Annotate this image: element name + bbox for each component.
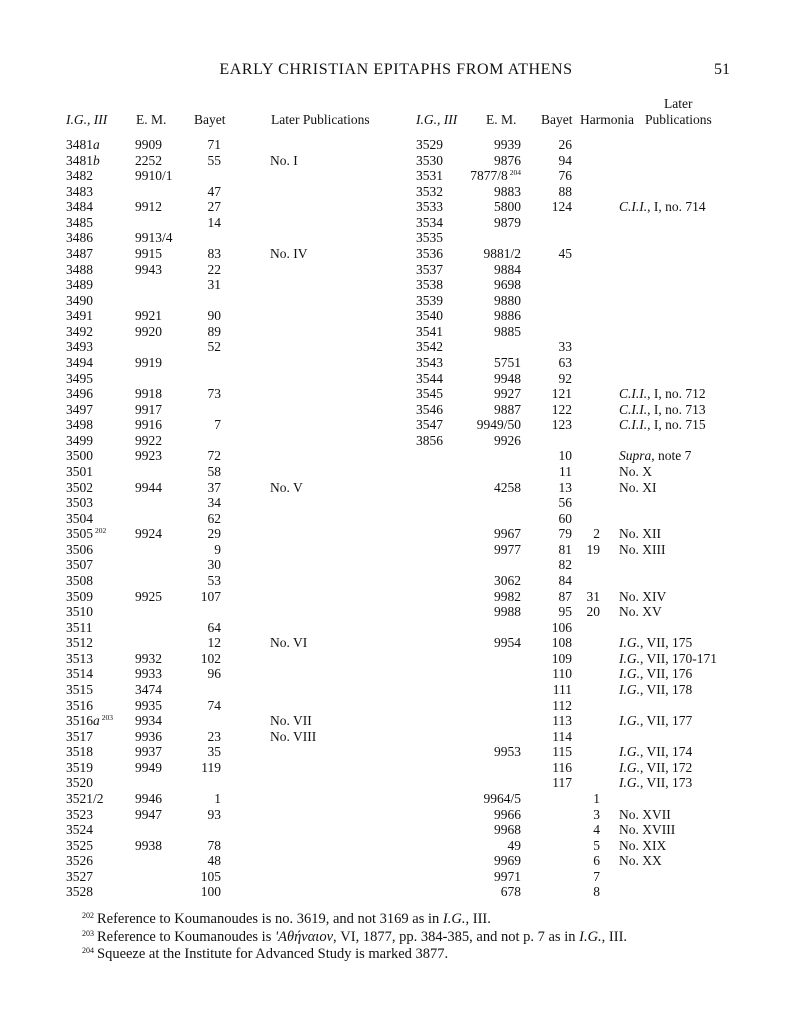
ig-cell: 3511 [66,619,93,635]
ig-cell: 3544 [416,370,443,386]
em-cell: 49 [507,837,521,853]
em-cell: 9949 [135,759,162,775]
ig-cell: 3539 [416,292,443,308]
ig-cell: 3490 [66,292,93,308]
later-publication-cell: I.G., VII, 174 [619,744,693,760]
bayet-cell: 95 [558,604,572,620]
later-publication-cell: I.G., VII, 173 [619,775,693,791]
em-cell: 9884 [494,261,521,277]
ig-cell: 3519 [66,759,93,775]
bayet-cell: 30 [207,557,221,573]
later-publication-cell: No. IV [270,245,308,261]
ig-cell: 3484 [66,199,93,215]
ig-cell: 3534 [416,214,443,230]
running-title: EARLY CHRISTIAN EPITAPHS FROM ATHENS [219,61,573,78]
harmonia-cell: 7 [593,868,600,884]
bayet-cell: 48 [207,853,221,869]
bayet-cell: 26 [558,137,572,152]
ig-cell: 3524 [66,822,93,838]
ig-cell: 3538 [416,277,443,293]
bayet-cell: 108 [551,635,572,651]
bayet-cell: 122 [551,401,572,417]
bayet-cell: 74 [207,697,221,713]
em-cell: 9946 [135,790,162,806]
em-cell: 9880 [494,292,521,308]
bayet-cell: 124 [551,199,572,215]
ig-cell: 3481a [66,137,100,152]
page-number: 51 [714,61,730,78]
em-cell: 9915 [135,245,162,261]
later-publication-cell: No. VI [270,635,308,651]
ig-cell: 3532 [416,183,443,199]
ig-cell: 3516a $^{203}$ [66,713,113,729]
harmonia-cell: 5 [593,837,600,853]
bayet-cell: 116 [552,759,572,775]
em-cell: 5800 [494,199,521,215]
em-cell: 9922 [135,432,162,448]
harmonia-cell: 4 [593,822,600,838]
ig-cell: 3518 [66,744,93,760]
ig-cell: 3514 [66,666,93,682]
bayet-cell: 90 [207,308,221,324]
later-publication-cell: No. V [270,479,303,495]
em-cell: 9969 [494,853,521,869]
bayet-cell: 112 [552,697,572,713]
later-publication-cell: No. XIX [619,837,667,853]
em-cell: 3062 [494,572,521,588]
ig-cell: 3496 [66,386,93,402]
bayet-cell: 60 [558,510,572,526]
harmonia-cell: 20 [586,604,600,620]
ig-cell: 3510 [66,604,93,620]
bayet-cell: 7 [214,417,221,433]
ig-cell: 3856 [416,432,443,448]
ig-cell: 3512 [66,635,93,651]
footnote: $^{202}$ Reference to Koumanoudes is no. 3619, and not 3169 as in I.G., III. [82,911,491,927]
em-cell: 9937 [135,744,162,760]
footnotes [82,911,762,964]
bayet-cell: 123 [551,417,572,433]
ig-cell: 3505 $^{202}$ [66,526,107,542]
later-publication-cell: I.G., VII, 177 [619,713,693,729]
bayet-cell: 33 [558,339,572,355]
bayet-cell: 52 [207,339,221,355]
later-publication-cell: No. X [619,463,652,479]
em-cell: 9926 [494,432,521,448]
em-cell: 9933 [135,666,162,682]
bayet-cell: 100 [200,884,221,900]
later-publication-cell: I.G., VII, 170-171 [619,650,717,666]
ig-cell: 3492 [66,323,93,339]
footnote: $^{203}$ Reference to Koumanoudes is 'Αθήναιον, VI, 1877, pp. 384-385, and not p. 7 as in I.G., III. [82,928,628,945]
bayet-cell: 35 [207,744,221,760]
bayet-cell: 31 [207,277,221,293]
later-publication-cell: No. VIII [270,728,317,744]
left-header-bayet: Bayet [194,112,226,127]
ig-cell: 3497 [66,401,93,417]
ig-cell: 3502 [66,479,93,495]
em-cell: 9916 [135,417,162,433]
bayet-cell: 10 [558,448,572,464]
em-cell: 9935 [135,697,162,713]
ig-cell: 3481b [66,152,100,168]
bayet-cell: 117 [552,775,572,791]
left-header-em: E. M. [136,112,167,127]
later-publication-cell: I.G., VII, 175 [619,635,693,651]
ig-cell: 3540 [416,308,443,324]
bayet-cell: 9 [214,541,221,557]
ig-cell: 3491 [66,308,93,324]
em-cell: 4258 [494,479,521,495]
em-cell: 9947 [135,806,162,822]
bayet-cell: 63 [558,354,572,370]
later-publication-cell: No. XII [619,526,661,542]
bayet-cell: 64 [207,619,221,635]
bayet-cell: 11 [559,463,572,479]
em-cell: 9885 [494,323,521,339]
later-publication-cell: C.I.I., I, no. 715 [619,417,706,433]
harmonia-cell: 2 [593,526,600,542]
ig-cell: 3521/2 [66,790,104,806]
bayet-cell: 93 [207,806,221,822]
em-cell: 9977 [494,541,521,557]
bayet-cell: 110 [552,666,572,682]
em-cell: 9876 [494,152,521,168]
ig-cell: 3525 [66,837,93,853]
ig-cell: 3498 [66,417,93,433]
later-publication-cell: No. XV [619,604,662,620]
ig-cell: 3504 [66,510,93,526]
later-publication-cell: C.I.I., I, no. 713 [619,401,706,417]
bayet-cell: 1 [214,790,221,806]
ig-cell: 3533 [416,199,443,215]
right-header-em: E. M. [486,112,517,127]
em-cell: 9953 [494,744,521,760]
left-header-later: Later Publications [271,112,370,127]
em-cell: 9924 [135,526,162,542]
ig-cell: 3526 [66,853,93,869]
bayet-cell: 115 [552,744,572,760]
harmonia-cell: 8 [593,884,600,900]
ig-cell: 3516 [66,697,93,713]
right-header-bayet: Bayet [541,112,573,127]
em-cell: 9954 [494,635,521,651]
ig-cell: 3489 [66,277,93,293]
ig-cell: 3488 [66,261,93,277]
em-cell: 9944 [135,479,162,495]
em-cell: 9938 [135,837,162,853]
ig-cell: 3483 [66,183,93,199]
bayet-cell: 82 [558,557,572,573]
later-publication-cell: No. XI [619,479,657,495]
bayet-cell: 72 [207,448,221,464]
ig-cell: 3542 [416,339,443,355]
later-publication-cell: No. XVIII [619,822,676,838]
bayet-cell: 78 [207,837,221,853]
later-publication-cell: No. XIII [619,541,666,557]
bayet-cell: 53 [207,572,221,588]
em-cell: 9910/1 [135,168,173,184]
em-cell: 3474 [135,681,162,697]
later-publication-cell: No. VII [270,713,312,729]
em-cell: 9912 [135,199,162,215]
em-cell: 9948 [494,370,521,386]
ig-cell: 3509 [66,588,93,604]
ig-cell: 3547 [416,417,443,433]
harmonia-cell: 31 [586,588,600,604]
later-publication-cell: I.G., VII, 176 [619,666,693,682]
ig-cell: 3523 [66,806,93,822]
bayet-cell: 83 [207,245,221,261]
ig-cell: 3520 [66,775,93,791]
ig-cell: 3528 [66,884,93,900]
em-cell: 9698 [494,277,521,293]
bayet-cell: 106 [551,619,572,635]
later-publication-cell: I.G., VII, 178 [619,681,693,697]
ig-cell: 3529 [416,137,443,152]
bayet-cell: 47 [207,183,221,199]
bayet-cell: 37 [207,479,221,495]
later-publication-cell: C.I.I., I, no. 712 [619,386,706,402]
later-publication-cell: No. XVII [619,806,671,822]
ig-cell: 3499 [66,432,93,448]
em-cell: 9887 [494,401,521,417]
bayet-cell: 12 [207,635,221,651]
bayet-cell: 109 [551,650,572,666]
bayet-cell: 62 [207,510,221,526]
bayet-cell: 107 [200,588,221,604]
ig-cell: 3513 [66,650,93,666]
bayet-cell: 113 [552,713,572,729]
ig-cell: 3535 [416,230,443,246]
bayet-cell: 56 [558,495,572,511]
ig-cell: 3503 [66,495,93,511]
bayet-cell: 121 [551,386,572,402]
right-header-ig: I.G., III [416,112,458,127]
later-publication-cell: No. I [270,152,298,168]
ig-cell: 3493 [66,339,93,355]
footnote: $^{204}$ Squeeze at the Institute for Advanced Study is marked 3877. [82,946,449,962]
ig-cell: 3546 [416,401,443,417]
ig-cell: 3517 [66,728,93,744]
bayet-cell: 119 [201,759,221,775]
em-cell: 9879 [494,214,521,230]
harmonia-cell: 3 [593,806,600,822]
later-publication-cell: No. XIV [619,588,667,604]
later-publication-cell: Supra, note 7 [619,448,692,464]
em-cell: 9909 [135,137,162,152]
bayet-cell: 96 [207,666,221,682]
left-header-ig: I.G., III [66,112,108,127]
em-cell: 9971 [494,868,521,884]
right-header-later: Later [664,96,693,111]
bayet-cell: 27 [207,199,221,215]
bayet-cell: 111 [552,681,572,697]
em-cell: 9934 [135,713,162,729]
later-publication-cell: I.G., VII, 172 [619,759,693,775]
ig-cell: 3485 [66,214,93,230]
bayet-cell: 88 [558,183,572,199]
harmonia-cell: 1 [593,790,600,806]
bayet-cell: 89 [207,323,221,339]
em-cell: 678 [500,884,521,900]
bayet-cell: 13 [558,479,572,495]
ig-cell: 3515 [66,681,93,697]
ig-cell: 3506 [66,541,93,557]
ig-cell: 3531 [416,168,443,184]
bayet-cell: 45 [558,245,572,261]
right-header-harmonia: Harmonia [580,112,634,127]
ig-cell: 3530 [416,152,443,168]
harmonia-cell: 19 [586,541,600,557]
bayet-cell: 81 [558,541,572,557]
em-cell: 9936 [135,728,162,744]
bayet-cell: 94 [558,152,572,168]
ig-cell: 3494 [66,354,93,370]
em-cell: 9919 [135,354,162,370]
em-cell: 9913/4 [135,230,173,246]
em-cell: 9921 [135,308,162,324]
em-cell: 5751 [494,354,521,370]
em-cell: 9881/2 [483,245,521,261]
bayet-cell: 23 [207,728,221,744]
ig-cell: 3507 [66,557,93,573]
later-publication-cell: C.I.I., I, no. 714 [619,199,706,215]
em-cell: 9920 [135,323,162,339]
em-cell: 9923 [135,448,162,464]
em-cell: 9883 [494,183,521,199]
bayet-cell: 55 [207,152,221,168]
bayet-cell: 114 [552,728,572,744]
ig-cell: 3500 [66,448,93,464]
ig-cell: 3482 [66,168,93,184]
em-cell: 9982 [494,588,521,604]
em-cell: 9917 [135,401,162,417]
ig-cell: 3486 [66,230,93,246]
ig-cell: 3501 [66,463,93,479]
ig-cell: 3487 [66,245,93,261]
em-cell: 9943 [135,261,162,277]
bayet-cell: 29 [207,526,221,542]
ig-cell: 3508 [66,572,93,588]
em-cell: 9886 [494,308,521,324]
ig-cell: 3543 [416,354,443,370]
em-cell: 9967 [494,526,521,542]
ig-cell: 3495 [66,370,93,386]
bayet-cell: 79 [558,526,572,542]
ig-cell: 3537 [416,261,443,277]
ig-cell: 3536 [416,245,443,261]
ig-cell: 3545 [416,386,443,402]
bayet-cell: 76 [558,168,572,184]
em-cell: 9968 [494,822,521,838]
later-publication-cell: No. XX [619,853,662,869]
bayet-cell: 105 [200,868,221,884]
bayet-cell: 58 [207,463,221,479]
bayet-cell: 71 [207,137,221,152]
ig-cell: 3527 [66,868,93,884]
em-cell: 9988 [494,604,521,620]
ig-cell: 3541 [416,323,443,339]
em-cell: 9966 [494,806,521,822]
bayet-cell: 87 [558,588,572,604]
em-cell: 7877/8 $^{204}$ [470,168,521,184]
em-cell: 9949/50 [476,417,521,433]
right-header-publications: Publications [645,112,712,127]
em-cell: 9927 [494,386,521,402]
bayet-cell: 34 [207,495,221,511]
em-cell: 2252 [135,152,162,168]
harmonia-cell: 6 [593,853,600,869]
bayet-cell: 14 [207,214,221,230]
em-cell: 9925 [135,588,162,604]
em-cell: 9964/5 [483,790,521,806]
em-cell: 9939 [494,137,521,152]
bayet-cell: 22 [207,261,221,277]
em-cell: 9932 [135,650,162,666]
bayet-cell: 84 [558,572,572,588]
bayet-cell: 92 [558,370,572,386]
bayet-cell: 102 [200,650,221,666]
em-cell: 9918 [135,386,162,402]
bayet-cell: 73 [207,386,221,402]
